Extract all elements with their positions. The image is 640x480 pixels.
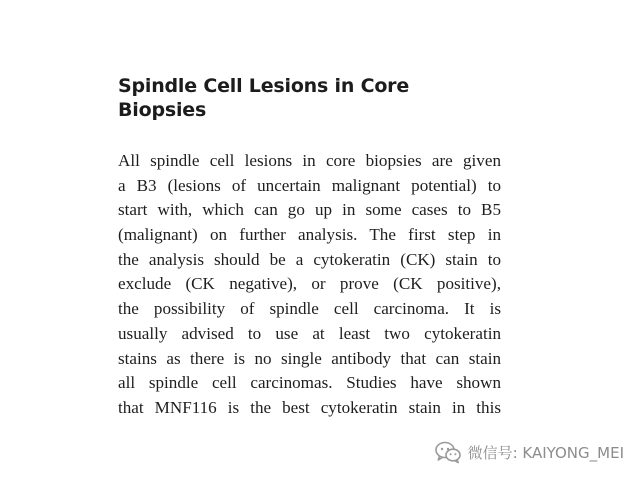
body-line: all spindle cell carcinomas. Studies have shown xyxy=(118,373,501,393)
body-line: start with, which can go up in some cases to B5 xyxy=(118,200,501,220)
body-line: the possibility of spindle cell carcinoma. It is xyxy=(118,299,501,319)
body-line: a B3 (lesions of uncertain malignant potential) to xyxy=(118,175,501,195)
watermark-text: 微信号: KAIYONG_MEI xyxy=(467,443,624,462)
body-line: exclude (CK negative), or prove (CK positive), xyxy=(118,274,501,294)
body-line: usually advised to use at least two cytokeratin xyxy=(118,323,501,343)
section-heading-line-2: Biopsies xyxy=(118,99,207,121)
section-heading xyxy=(118,74,538,122)
wechat-icon xyxy=(434,440,462,464)
body-line: All spindle cell lesions in core biopsies are given xyxy=(118,151,501,170)
body-line: that MNF116 is the best cytokeratin stain in this xyxy=(118,397,501,417)
body-paragraph xyxy=(118,149,501,421)
watermark xyxy=(434,439,624,465)
section-heading-line-1: Spindle Cell Lesions in Core xyxy=(118,75,410,97)
body-line: stains as there is no single antibody that can stain xyxy=(118,348,501,368)
body-line: the analysis should be a cytokeratin (CK) stain to xyxy=(118,249,501,269)
body-line: (malignant) on further analysis. The first step in xyxy=(118,225,501,245)
